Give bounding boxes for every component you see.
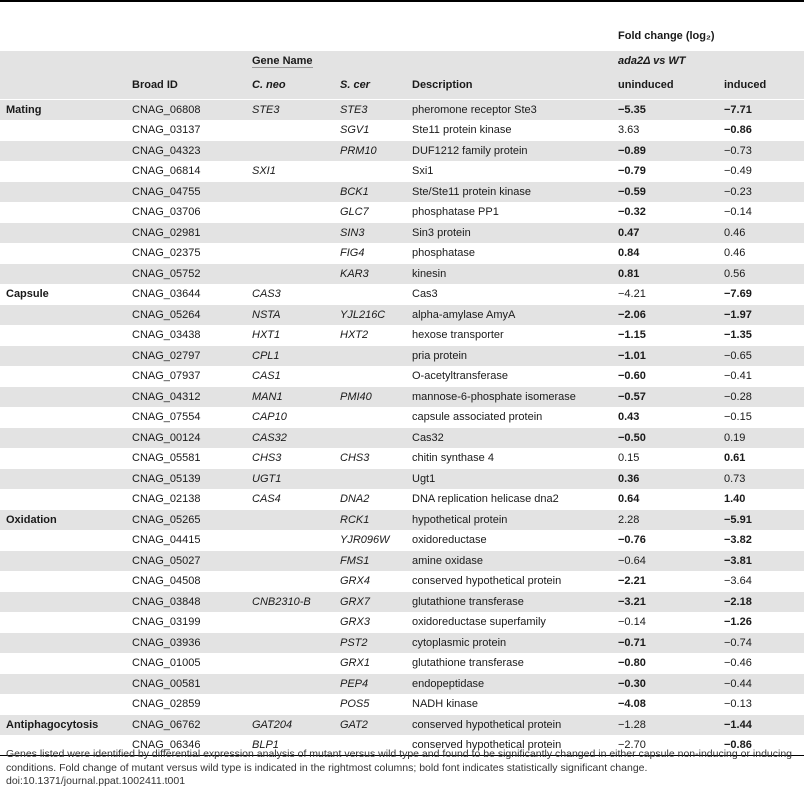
col-description: Description: [406, 70, 612, 100]
broad-id: CNAG_06346: [126, 735, 246, 756]
uninduced-value: −1.28: [612, 715, 718, 736]
table-row: [0, 551, 804, 572]
description: DNA replication helicase dna2: [406, 489, 612, 510]
c-neo-gene: [246, 551, 334, 572]
table-row: [0, 715, 804, 736]
description: conserved hypothetical protein: [406, 715, 612, 736]
broad-id: CNAG_03137: [126, 120, 246, 141]
broad-id: CNAG_04415: [126, 530, 246, 551]
table-row: [0, 284, 804, 305]
broad-id: CNAG_05752: [126, 264, 246, 285]
broad-id: CNAG_03438: [126, 325, 246, 346]
table-row: [0, 100, 804, 121]
uninduced-value: −0.64: [612, 551, 718, 572]
group-label: [0, 428, 126, 449]
broad-id: CNAG_04312: [126, 387, 246, 408]
group-label: [0, 264, 126, 285]
s-cer-gene: [334, 428, 406, 449]
s-cer-gene: YJR096W: [334, 530, 406, 551]
c-neo-gene: NSTA: [246, 305, 334, 326]
broad-id: CNAG_05027: [126, 551, 246, 572]
induced-value: −7.71: [718, 100, 804, 121]
table-row: [0, 346, 804, 367]
uninduced-value: 0.15: [612, 448, 718, 469]
description: phosphatase PP1: [406, 202, 612, 223]
s-cer-gene: [334, 284, 406, 305]
s-cer-gene: POS5: [334, 694, 406, 715]
group-label: [0, 243, 126, 264]
description: Ste11 protein kinase: [406, 120, 612, 141]
induced-value: −0.15: [718, 407, 804, 428]
description: chitin synthase 4: [406, 448, 612, 469]
c-neo-gene: [246, 653, 334, 674]
group-label: [0, 407, 126, 428]
table-row: [0, 407, 804, 428]
broad-id: CNAG_04508: [126, 571, 246, 592]
induced-value: −0.65: [718, 346, 804, 367]
uninduced-value: −0.76: [612, 530, 718, 551]
description: DUF1212 family protein: [406, 141, 612, 162]
c-neo-gene: [246, 530, 334, 551]
c-neo-gene: CAS32: [246, 428, 334, 449]
broad-id: CNAG_01005: [126, 653, 246, 674]
broad-id: CNAG_04755: [126, 182, 246, 203]
broad-id: CNAG_07937: [126, 366, 246, 387]
description: conserved hypothetical protein: [406, 571, 612, 592]
induced-value: −7.69: [718, 284, 804, 305]
group-label: [0, 674, 126, 695]
uninduced-value: −2.21: [612, 571, 718, 592]
s-cer-gene: SGV1: [334, 120, 406, 141]
header-row-2: [0, 51, 804, 70]
table-row: [0, 571, 804, 592]
description: glutathione transferase: [406, 592, 612, 613]
description: Cas3: [406, 284, 612, 305]
uninduced-value: −5.35: [612, 100, 718, 121]
uninduced-value: −4.21: [612, 284, 718, 305]
c-neo-gene: [246, 612, 334, 633]
s-cer-gene: DNA2: [334, 489, 406, 510]
s-cer-gene: GRX1: [334, 653, 406, 674]
group-label: [0, 612, 126, 633]
description: Sin3 protein: [406, 223, 612, 244]
induced-value: −0.49: [718, 161, 804, 182]
c-neo-gene: SXI1: [246, 161, 334, 182]
broad-id: CNAG_04323: [126, 141, 246, 162]
c-neo-gene: [246, 571, 334, 592]
s-cer-gene: [334, 366, 406, 387]
group-label: [0, 530, 126, 551]
c-neo-gene: CAP10: [246, 407, 334, 428]
induced-value: 0.46: [718, 243, 804, 264]
s-cer-gene: PMI40: [334, 387, 406, 408]
broad-id: CNAG_03936: [126, 633, 246, 654]
s-cer-gene: KAR3: [334, 264, 406, 285]
description: oxidoreductase superfamily: [406, 612, 612, 633]
induced-value: −0.44: [718, 674, 804, 695]
table-row: [0, 141, 804, 162]
description: cytoplasmic protein: [406, 633, 612, 654]
description: Ste/Ste11 protein kinase: [406, 182, 612, 203]
group-label: [0, 469, 126, 490]
induced-value: −0.28: [718, 387, 804, 408]
fold-change-table: [0, 20, 804, 756]
col-c-neo: C. neo: [246, 70, 334, 100]
c-neo-gene: CAS1: [246, 366, 334, 387]
s-cer-gene: PRM10: [334, 141, 406, 162]
uninduced-value: −0.57: [612, 387, 718, 408]
c-neo-gene: [246, 264, 334, 285]
description: oxidoreductase: [406, 530, 612, 551]
group-label: Mating: [0, 100, 126, 121]
s-cer-gene: [334, 346, 406, 367]
induced-value: −0.73: [718, 141, 804, 162]
induced-value: −3.64: [718, 571, 804, 592]
broad-id: CNAG_02375: [126, 243, 246, 264]
col-s-cer: S. cer: [334, 70, 406, 100]
broad-id: CNAG_00124: [126, 428, 246, 449]
induced-value: −0.13: [718, 694, 804, 715]
description: conserved hypothetical protein: [406, 735, 612, 756]
s-cer-gene: CHS3: [334, 448, 406, 469]
table-row: [0, 366, 804, 387]
uninduced-value: −0.80: [612, 653, 718, 674]
induced-value: −0.41: [718, 366, 804, 387]
group-label: [0, 202, 126, 223]
group-label: [0, 346, 126, 367]
header-row-3: [0, 70, 804, 100]
broad-id: CNAG_05264: [126, 305, 246, 326]
description: pria protein: [406, 346, 612, 367]
table-row: [0, 223, 804, 244]
table-row: [0, 387, 804, 408]
table-row: [0, 264, 804, 285]
description: NADH kinase: [406, 694, 612, 715]
c-neo-gene: [246, 674, 334, 695]
broad-id: CNAG_02859: [126, 694, 246, 715]
induced-value: 1.40: [718, 489, 804, 510]
uninduced-value: −2.06: [612, 305, 718, 326]
table-row: [0, 510, 804, 531]
induced-value: −0.46: [718, 653, 804, 674]
table-row: [0, 448, 804, 469]
induced-value: −1.97: [718, 305, 804, 326]
gene-name-header: Gene Name: [246, 51, 406, 70]
group-label: [0, 694, 126, 715]
c-neo-gene: [246, 510, 334, 531]
broad-id: CNAG_03644: [126, 284, 246, 305]
induced-value: 0.61: [718, 448, 804, 469]
uninduced-value: −3.21: [612, 592, 718, 613]
induced-value: −1.35: [718, 325, 804, 346]
table-row: [0, 202, 804, 223]
header-row-1: [0, 20, 804, 51]
s-cer-gene: FIG4: [334, 243, 406, 264]
broad-id: CNAG_03706: [126, 202, 246, 223]
table-row: [0, 243, 804, 264]
description: Cas32: [406, 428, 612, 449]
group-label: [0, 366, 126, 387]
group-label: [0, 489, 126, 510]
group-label: [0, 305, 126, 326]
table-row: [0, 325, 804, 346]
group-label: [0, 551, 126, 572]
table-row: [0, 182, 804, 203]
col-uninduced: uninduced: [612, 70, 718, 100]
induced-value: −0.23: [718, 182, 804, 203]
induced-value: −0.74: [718, 633, 804, 654]
s-cer-gene: SIN3: [334, 223, 406, 244]
description: Sxi1: [406, 161, 612, 182]
description: mannose-6-phosphate isomerase: [406, 387, 612, 408]
c-neo-gene: HXT1: [246, 325, 334, 346]
uninduced-value: 0.84: [612, 243, 718, 264]
induced-value: −5.91: [718, 510, 804, 531]
uninduced-value: 0.47: [612, 223, 718, 244]
uninduced-value: −0.60: [612, 366, 718, 387]
uninduced-value: −0.59: [612, 182, 718, 203]
s-cer-gene: GRX3: [334, 612, 406, 633]
induced-value: −3.81: [718, 551, 804, 572]
uninduced-value: −0.89: [612, 141, 718, 162]
uninduced-value: −0.50: [612, 428, 718, 449]
c-neo-gene: [246, 633, 334, 654]
group-label: [0, 387, 126, 408]
top-rule: [0, 0, 804, 2]
broad-id: CNAG_03848: [126, 592, 246, 613]
group-label: [0, 571, 126, 592]
s-cer-gene: [334, 161, 406, 182]
c-neo-gene: CAS4: [246, 489, 334, 510]
induced-value: 0.46: [718, 223, 804, 244]
group-label: [0, 141, 126, 162]
uninduced-value: 0.36: [612, 469, 718, 490]
table-row: [0, 489, 804, 510]
broad-id: CNAG_06808: [126, 100, 246, 121]
induced-value: −1.44: [718, 715, 804, 736]
broad-id: CNAG_07554: [126, 407, 246, 428]
induced-value: −3.82: [718, 530, 804, 551]
table-row: [0, 120, 804, 141]
s-cer-gene: STE3: [334, 100, 406, 121]
s-cer-gene: [334, 407, 406, 428]
c-neo-gene: [246, 223, 334, 244]
col-induced: induced: [718, 70, 804, 100]
c-neo-gene: STE3: [246, 100, 334, 121]
c-neo-gene: UGT1: [246, 469, 334, 490]
c-neo-gene: [246, 141, 334, 162]
broad-id: CNAG_06762: [126, 715, 246, 736]
uninduced-value: −1.01: [612, 346, 718, 367]
description: hypothetical protein: [406, 510, 612, 531]
s-cer-gene: HXT2: [334, 325, 406, 346]
group-label: [0, 161, 126, 182]
table-row: [0, 305, 804, 326]
broad-id: CNAG_05139: [126, 469, 246, 490]
group-label: [0, 182, 126, 203]
broad-id: CNAG_05265: [126, 510, 246, 531]
uninduced-value: 3.63: [612, 120, 718, 141]
table-row: [0, 428, 804, 449]
fold-change-header: Fold change (log₂): [618, 29, 715, 42]
uninduced-value: 0.81: [612, 264, 718, 285]
c-neo-gene: CPL1: [246, 346, 334, 367]
description: glutathione transferase: [406, 653, 612, 674]
s-cer-gene: GLC7: [334, 202, 406, 223]
table-row: [0, 612, 804, 633]
group-label: Oxidation: [0, 510, 126, 531]
table-row: [0, 674, 804, 695]
c-neo-gene: [246, 243, 334, 264]
c-neo-gene: [246, 202, 334, 223]
uninduced-value: 2.28: [612, 510, 718, 531]
broad-id: CNAG_03199: [126, 612, 246, 633]
group-label: [0, 633, 126, 654]
description: pheromone receptor Ste3: [406, 100, 612, 121]
col-broad-id: Broad ID: [126, 70, 246, 100]
group-label: [0, 325, 126, 346]
description: alpha-amylase AmyA: [406, 305, 612, 326]
uninduced-value: −0.32: [612, 202, 718, 223]
footnote-text: Genes listed were identified by differential expression analysis of mutant versus wild type and found to be significantly changed in either capsule non-inducing or inducing conditions. Fold change of mutant versus wild type is indicated in the rightmost columns; bold font indicates statistically significant change.: [6, 748, 793, 774]
broad-id: CNAG_00581: [126, 674, 246, 695]
c-neo-gene: GAT204: [246, 715, 334, 736]
broad-id: CNAG_06814: [126, 161, 246, 182]
s-cer-gene: RCK1: [334, 510, 406, 531]
table-row: [0, 530, 804, 551]
c-neo-gene: [246, 694, 334, 715]
description: capsule associated protein: [406, 407, 612, 428]
group-label: [0, 592, 126, 613]
s-cer-gene: GRX4: [334, 571, 406, 592]
group-label: [0, 448, 126, 469]
s-cer-gene: BCK1: [334, 182, 406, 203]
table-row: [0, 633, 804, 654]
uninduced-value: −0.14: [612, 612, 718, 633]
broad-id: CNAG_02138: [126, 489, 246, 510]
table-body: [0, 100, 804, 756]
description: O-acetyltransferase: [406, 366, 612, 387]
induced-value: −1.26: [718, 612, 804, 633]
uninduced-value: 0.64: [612, 489, 718, 510]
group-label: [0, 120, 126, 141]
uninduced-value: 0.43: [612, 407, 718, 428]
uninduced-value: −1.15: [612, 325, 718, 346]
s-cer-gene: PEP4: [334, 674, 406, 695]
c-neo-gene: CAS3: [246, 284, 334, 305]
group-label: [0, 223, 126, 244]
description: endopeptidase: [406, 674, 612, 695]
description: amine oxidase: [406, 551, 612, 572]
c-neo-gene: [246, 182, 334, 203]
c-neo-gene: MAN1: [246, 387, 334, 408]
s-cer-gene: PST2: [334, 633, 406, 654]
description: Ugt1: [406, 469, 612, 490]
induced-value: 0.73: [718, 469, 804, 490]
table-row: [0, 694, 804, 715]
uninduced-value: −0.71: [612, 633, 718, 654]
group-label: [0, 653, 126, 674]
description: phosphatase: [406, 243, 612, 264]
induced-value: −0.86: [718, 120, 804, 141]
induced-value: −0.86: [718, 735, 804, 756]
description: kinesin: [406, 264, 612, 285]
uninduced-value: −0.79: [612, 161, 718, 182]
s-cer-gene: [334, 469, 406, 490]
induced-value: −0.14: [718, 202, 804, 223]
c-neo-gene: BLP1: [246, 735, 334, 756]
s-cer-gene: YJL216C: [334, 305, 406, 326]
uninduced-value: −2.70: [612, 735, 718, 756]
uninduced-value: −0.30: [612, 674, 718, 695]
broad-id: CNAG_02981: [126, 223, 246, 244]
c-neo-gene: CHS3: [246, 448, 334, 469]
table-row: [0, 469, 804, 490]
table-row: [0, 592, 804, 613]
induced-value: 0.56: [718, 264, 804, 285]
c-neo-gene: [246, 120, 334, 141]
footnote-doi: doi:10.1371/journal.ppat.1002411.t001: [6, 775, 186, 787]
uninduced-value: −4.08: [612, 694, 718, 715]
broad-id: CNAG_02797: [126, 346, 246, 367]
s-cer-gene: GRX7: [334, 592, 406, 613]
table-row: [0, 161, 804, 182]
description: hexose transporter: [406, 325, 612, 346]
s-cer-gene: GAT2: [334, 715, 406, 736]
s-cer-gene: FMS1: [334, 551, 406, 572]
c-neo-gene: CNB2310-B: [246, 592, 334, 613]
comparison-header: ada2Δ vs WT: [612, 51, 804, 70]
table-footnote: [6, 748, 802, 789]
induced-value: −2.18: [718, 592, 804, 613]
broad-id: CNAG_05581: [126, 448, 246, 469]
group-label: Capsule: [0, 284, 126, 305]
group-label: Antiphagocytosis: [0, 715, 126, 736]
table-row: [0, 653, 804, 674]
induced-value: 0.19: [718, 428, 804, 449]
